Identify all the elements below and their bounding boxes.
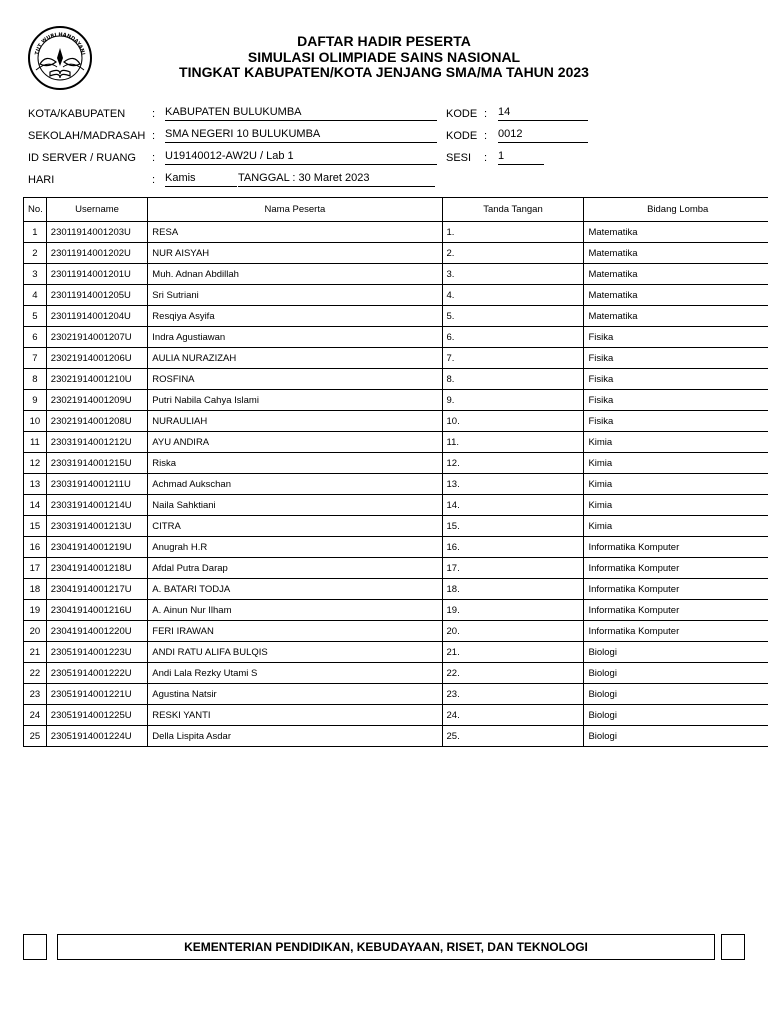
- row-no: 22: [24, 663, 47, 684]
- row-bidang: Informatika Komputer: [584, 537, 768, 558]
- sesi-value: 1: [498, 148, 544, 165]
- row-signature: 18.: [442, 579, 584, 600]
- table-row: [24, 222, 768, 243]
- row-signature: 6.: [442, 327, 584, 348]
- table-row: [24, 264, 768, 285]
- row-no: 11: [24, 432, 47, 453]
- colon: :: [484, 108, 488, 120]
- row-bidang: Matematika: [584, 222, 768, 243]
- row-bidang: Biologi: [584, 642, 768, 663]
- page-title: DAFTAR HADIR PESERTA: [297, 33, 471, 49]
- row-signature: 9.: [442, 390, 584, 411]
- sesi-label: SESI: [446, 152, 472, 164]
- row-username: 23021914001206U: [46, 348, 148, 369]
- row-signature: 17.: [442, 558, 584, 579]
- info-row-sekolah: [28, 126, 748, 148]
- table-row: [24, 495, 768, 516]
- row-bidang: Kimia: [584, 474, 768, 495]
- row-nama: Muh. Adnan Abdillah: [148, 264, 442, 285]
- row-no: 6: [24, 327, 47, 348]
- row-nama: NUR AISYAH: [148, 243, 442, 264]
- row-nama: RESA: [148, 222, 442, 243]
- row-username: 23041914001217U: [46, 579, 148, 600]
- row-no: 20: [24, 621, 47, 642]
- kode-label: KODE: [446, 130, 478, 142]
- row-signature: 24.: [442, 705, 584, 726]
- info-block: [28, 104, 748, 192]
- table-row: [24, 579, 768, 600]
- row-signature: 25.: [442, 726, 584, 747]
- info-row-server: [28, 148, 748, 170]
- row-bidang: Informatika Komputer: [584, 621, 768, 642]
- table-row: [24, 453, 768, 474]
- col-header-nama: Nama Peserta: [148, 198, 442, 222]
- row-signature: 16.: [442, 537, 584, 558]
- row-bidang: Matematika: [584, 285, 768, 306]
- table-row: [24, 621, 768, 642]
- row-username: 23041914001216U: [46, 600, 148, 621]
- table-row: [24, 663, 768, 684]
- table-row: [24, 558, 768, 579]
- colon: :: [152, 130, 156, 142]
- row-no: 21: [24, 642, 47, 663]
- page-subtitle-level: TINGKAT KABUPATEN/KOTA JENJANG SMA/MA TAHUN 2023: [179, 64, 589, 80]
- row-signature: 8.: [442, 369, 584, 390]
- row-signature: 15.: [442, 516, 584, 537]
- row-no: 25: [24, 726, 47, 747]
- page-subtitle: SIMULASI OLIMPIADE SAINS NASIONAL: [247, 49, 521, 65]
- row-signature: 21.: [442, 642, 584, 663]
- row-username: 23051914001225U: [46, 705, 148, 726]
- row-nama: NURAULIAH: [148, 411, 442, 432]
- row-nama: ANDI RATU ALIFA BULQIS: [148, 642, 442, 663]
- row-bidang: Kimia: [584, 495, 768, 516]
- table-row: [24, 726, 768, 747]
- row-signature: 10.: [442, 411, 584, 432]
- row-no: 13: [24, 474, 47, 495]
- table-row: [24, 516, 768, 537]
- row-signature: 5.: [442, 306, 584, 327]
- row-bidang: Informatika Komputer: [584, 579, 768, 600]
- kota-label: KOTA/KABUPATEN: [28, 108, 126, 120]
- row-bidang: Kimia: [584, 432, 768, 453]
- kode-label: KODE: [446, 108, 478, 120]
- row-nama: Afdal Putra Darap: [148, 558, 442, 579]
- row-username: 23051914001221U: [46, 684, 148, 705]
- table-row: [24, 432, 768, 453]
- row-signature: 12.: [442, 453, 584, 474]
- row-no: 3: [24, 264, 47, 285]
- row-no: 18: [24, 579, 47, 600]
- row-signature: 2.: [442, 243, 584, 264]
- row-username: 23031914001215U: [46, 453, 148, 474]
- row-bidang: Fisika: [584, 390, 768, 411]
- table-row: [24, 390, 768, 411]
- row-username: 23011914001205U: [46, 285, 148, 306]
- tanggal-value: TANGGAL : 30 Maret 2023: [238, 170, 435, 187]
- table-body: [24, 222, 768, 747]
- table-row: [24, 306, 768, 327]
- row-username: 23011914001202U: [46, 243, 148, 264]
- row-bidang: Informatika Komputer: [584, 600, 768, 621]
- table-row: [24, 537, 768, 558]
- row-no: 8: [24, 369, 47, 390]
- row-username: 23021914001208U: [46, 411, 148, 432]
- table-row: [24, 369, 768, 390]
- row-bidang: Kimia: [584, 516, 768, 537]
- col-header-bidang: Bidang Lomba: [584, 198, 768, 222]
- row-nama: Della Lispita Asdar: [148, 726, 442, 747]
- table-header-row: [24, 198, 768, 222]
- table-row: [24, 600, 768, 621]
- row-bidang: Fisika: [584, 348, 768, 369]
- row-no: 15: [24, 516, 47, 537]
- colon: :: [484, 130, 488, 142]
- row-username: 23031914001213U: [46, 516, 148, 537]
- footer-box-left: [23, 934, 47, 960]
- row-no: 10: [24, 411, 47, 432]
- row-no: 1: [24, 222, 47, 243]
- row-username: 23021914001207U: [46, 327, 148, 348]
- row-no: 14: [24, 495, 47, 516]
- row-bidang: Biologi: [584, 663, 768, 684]
- row-no: 2: [24, 243, 47, 264]
- footer-box-right: [721, 934, 745, 960]
- row-bidang: Matematika: [584, 243, 768, 264]
- row-no: 5: [24, 306, 47, 327]
- row-nama: Andi Lala Rezky Utami S: [148, 663, 442, 684]
- colon: :: [152, 174, 156, 186]
- kode-value: 0012: [498, 126, 588, 143]
- row-signature: 13.: [442, 474, 584, 495]
- row-bidang: Biologi: [584, 684, 768, 705]
- row-nama: Naila Sahktiani: [148, 495, 442, 516]
- row-nama: RESKI YANTI: [148, 705, 442, 726]
- row-nama: A. BATARI TODJA: [148, 579, 442, 600]
- row-no: 7: [24, 348, 47, 369]
- colon: :: [484, 152, 488, 164]
- row-username: 23041914001218U: [46, 558, 148, 579]
- hari-label: HARI: [28, 174, 55, 186]
- row-no: 9: [24, 390, 47, 411]
- row-username: 23011914001201U: [46, 264, 148, 285]
- row-nama: CITRA: [148, 516, 442, 537]
- sekolah-value: SMA NEGERI 10 BULUKUMBA: [165, 126, 437, 143]
- row-username: 23011914001203U: [46, 222, 148, 243]
- row-signature: 7.: [442, 348, 584, 369]
- row-bidang: Fisika: [584, 327, 768, 348]
- table-row: [24, 642, 768, 663]
- table-row: [24, 285, 768, 306]
- row-username: 23031914001211U: [46, 474, 148, 495]
- row-bidang: Fisika: [584, 369, 768, 390]
- row-username: 23051914001222U: [46, 663, 148, 684]
- row-username: 23041914001219U: [46, 537, 148, 558]
- row-bidang: Fisika: [584, 411, 768, 432]
- table-row: [24, 411, 768, 432]
- row-signature: 11.: [442, 432, 584, 453]
- server-label: ID SERVER / RUANG: [28, 152, 136, 164]
- row-username: 23051914001223U: [46, 642, 148, 663]
- row-no: 12: [24, 453, 47, 474]
- row-no: 23: [24, 684, 47, 705]
- row-signature: 19.: [442, 600, 584, 621]
- info-row-hari: [28, 170, 748, 192]
- table-row: [24, 684, 768, 705]
- hari-value: Kamis: [165, 170, 237, 187]
- row-nama: ROSFINA: [148, 369, 442, 390]
- row-bidang: Kimia: [584, 453, 768, 474]
- row-signature: 22.: [442, 663, 584, 684]
- row-nama: Agustina Natsir: [148, 684, 442, 705]
- row-signature: 23.: [442, 684, 584, 705]
- table-row: [24, 327, 768, 348]
- row-no: 24: [24, 705, 47, 726]
- row-bidang: Biologi: [584, 726, 768, 747]
- row-nama: FERI IRAWAN: [148, 621, 442, 642]
- row-nama: A. Ainun Nur Ilham: [148, 600, 442, 621]
- row-bidang: Biologi: [584, 705, 768, 726]
- col-header-no: No.: [24, 198, 47, 222]
- row-nama: AYU ANDIRA: [148, 432, 442, 453]
- row-username: 23021914001210U: [46, 369, 148, 390]
- row-no: 4: [24, 285, 47, 306]
- table-row: [24, 348, 768, 369]
- kode-value: 14: [498, 104, 588, 121]
- kota-value: KABUPATEN BULUKUMBA: [165, 104, 437, 121]
- table-row: [24, 705, 768, 726]
- row-bidang: Matematika: [584, 306, 768, 327]
- row-username: 23031914001214U: [46, 495, 148, 516]
- col-header-tanda-tangan: Tanda Tangan: [442, 198, 584, 222]
- row-username: 23021914001209U: [46, 390, 148, 411]
- row-nama: Putri Nabila Cahya Islami: [148, 390, 442, 411]
- footer-ministry: KEMENTERIAN PENDIDIKAN, KEBUDAYAAN, RISET, DAN TEKNOLOGI: [57, 934, 715, 960]
- row-nama: Indra Agustiawan: [148, 327, 442, 348]
- row-bidang: Matematika: [584, 264, 768, 285]
- row-signature: 14.: [442, 495, 584, 516]
- col-header-username: Username: [46, 198, 148, 222]
- row-nama: AULIA NURAZIZAH: [148, 348, 442, 369]
- row-username: 23011914001204U: [46, 306, 148, 327]
- server-value: U19140012-AW2U / Lab 1: [165, 148, 437, 165]
- row-username: 23051914001224U: [46, 726, 148, 747]
- row-nama: Achmad Aukschan: [148, 474, 442, 495]
- info-row-kota: [28, 104, 748, 126]
- row-username: 23041914001220U: [46, 621, 148, 642]
- colon: :: [152, 152, 156, 164]
- attendance-table: [23, 197, 768, 747]
- row-nama: Anugrah H.R: [148, 537, 442, 558]
- svg-text:TUT WURI HANDAYANI: TUT WURI HANDAYANI: [34, 31, 86, 56]
- row-nama: Resqiya Asyifa: [148, 306, 442, 327]
- row-nama: Riska: [148, 453, 442, 474]
- colon: :: [152, 108, 156, 120]
- row-signature: 4.: [442, 285, 584, 306]
- row-no: 16: [24, 537, 47, 558]
- row-no: 19: [24, 600, 47, 621]
- row-nama: Sri Sutriani: [148, 285, 442, 306]
- row-bidang: Informatika Komputer: [584, 558, 768, 579]
- table-row: [24, 474, 768, 495]
- row-signature: 3.: [442, 264, 584, 285]
- row-signature: 1.: [442, 222, 584, 243]
- table-row: [24, 243, 768, 264]
- row-no: 17: [24, 558, 47, 579]
- sekolah-label: SEKOLAH/MADRASAH: [28, 130, 146, 142]
- row-username: 23031914001212U: [46, 432, 148, 453]
- row-signature: 20.: [442, 621, 584, 642]
